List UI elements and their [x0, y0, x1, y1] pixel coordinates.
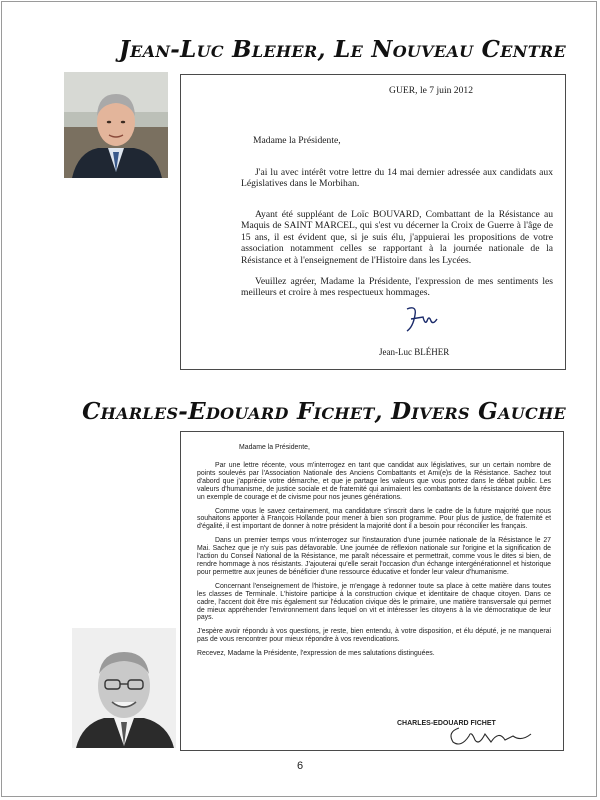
- handwritten-signature-fichet: [439, 722, 539, 750]
- page-number: 6: [296, 760, 304, 772]
- letter-body: [197, 462, 551, 664]
- letter-paragraph: Concernant l'enseignement de l'histoire, je m'engage à redonner toute sa place à cette matière dans toutes les classes de Terminale. L'histoire participe à la construction civique et identitaire de chaque citoyen. Dans ce cadre, l'accent doit être mis également sur l'éducation civique dès le primaire, une matière transversale qui permet de mieux appréhender l'environnement dans lequel on vit et intéresser les citoyens à la vie démocratique de leur pays.: [197, 582, 551, 622]
- letter-paragraph: J'ai lu avec intérêt votre lettre du 14 mai dernier adressée aux candidats aux Législatives dans le Morbihan.: [241, 167, 553, 190]
- heading-fichet-text: Charles-Edouard Fichet, Divers Gauche: [82, 398, 566, 425]
- letter-paragraph: Comme vous le savez certainement, ma candidature s'inscrit dans le cadre de la future majorité que nous souhaitons apporter à François Hollande pour mener à bien son programme. Pour plus de justice, de fraternité et d'égalité, il est important de donner à notre président la majorité dont il a besoin pour réconcilier les français.: [197, 507, 551, 531]
- portrait-photo-bleher: [64, 72, 168, 178]
- portrait-photo-fichet: [72, 628, 176, 748]
- letter-paragraph: J'espère avoir répondu à vos questions, je reste, bien entendu, à votre disposition, et élu député, je ne manquerai pas de vous rencontrer pour mieux répondre à vos revendications.: [197, 628, 551, 644]
- letter-paragraph: Dans un premier temps vous m'interrogez sur l'instauration d'une journée nationale de la Résistance le 27 Mai. Sachez que je n'y suis pas défavorable. Une journée de réflexion nationale sur l'origine et la signification de l'action du Conseil National de la Résistance, me paraît nécessaire et permettrait, comme vous le dites si bien, de rendre hommage à nos résistants. J'ajouterai qu'elle serait l'occasion d'un échange intergénérationnel et historique pour permettre aux jeunes de bénéficier d'une ressource éducative et fonder leur valeur d'humanisme.: [197, 537, 551, 576]
- portrait-bleher-image: [64, 72, 168, 178]
- letter-signature-name: CHARLES-EDOUARD FICHET: [397, 720, 496, 727]
- letter-paragraph: Ayant été suppléant de Loïc BOUVARD, Combattant de la Résistance au Maquis de SAINT MARCEL, qui s'est vu décerner la Croix de Guerre à l'âge de 15 ans, il est évident que, si je suis élu, j'appuierai les propositions de votre association notamment celles se rapportant à la journée nationale de la Résistance et à l'enseignement de l'Histoire dans les Lycées.: [241, 209, 553, 266]
- portrait-fichet-image: [72, 628, 176, 748]
- letter-fichet: [180, 431, 564, 751]
- letter-date: GUER, le 7 juin 2012: [389, 85, 473, 96]
- letter-salutation: Madame la Présidente,: [253, 135, 341, 146]
- heading-bleher-text: Jean-Luc Bleher, Le Nouveau Centre: [118, 36, 566, 63]
- heading-bleher: [119, 36, 566, 63]
- letter-signature-name: Jean-Luc BLÉHER: [379, 347, 450, 357]
- letter-paragraph: Recevez, Madame la Présidente, l'expression de mes salutations distinguées.: [197, 650, 435, 658]
- letter-paragraph: Par une lettre récente, vous m'interrogez en tant que candidat aux législatives, sur un certain nombre de points soulevés par l'Association Nationale des Anciens Combattants et Ami(e)s de la Résistance. Sachez tout d'abord que j'apprécie votre démarche, et que je partage les valeurs que vous portez dans le débat public. Les valeurs d'humanisme, de justice sociale et de fraternité qui animaient les combattants de la résistance doivent être un exemple de courage et de civisme pour nos jeunes générations.: [197, 462, 551, 501]
- letter-bleher: [180, 74, 566, 370]
- handwritten-signature-bleher: [403, 303, 443, 337]
- letter-paragraph: Veuillez agréer, Madame la Présidente, l'expression de mes sentiments les meilleurs et croire à mes respectueux hommages.: [241, 276, 553, 299]
- heading-fichet: [82, 398, 566, 425]
- letter-salutation: Madame la Présidente,: [239, 444, 310, 451]
